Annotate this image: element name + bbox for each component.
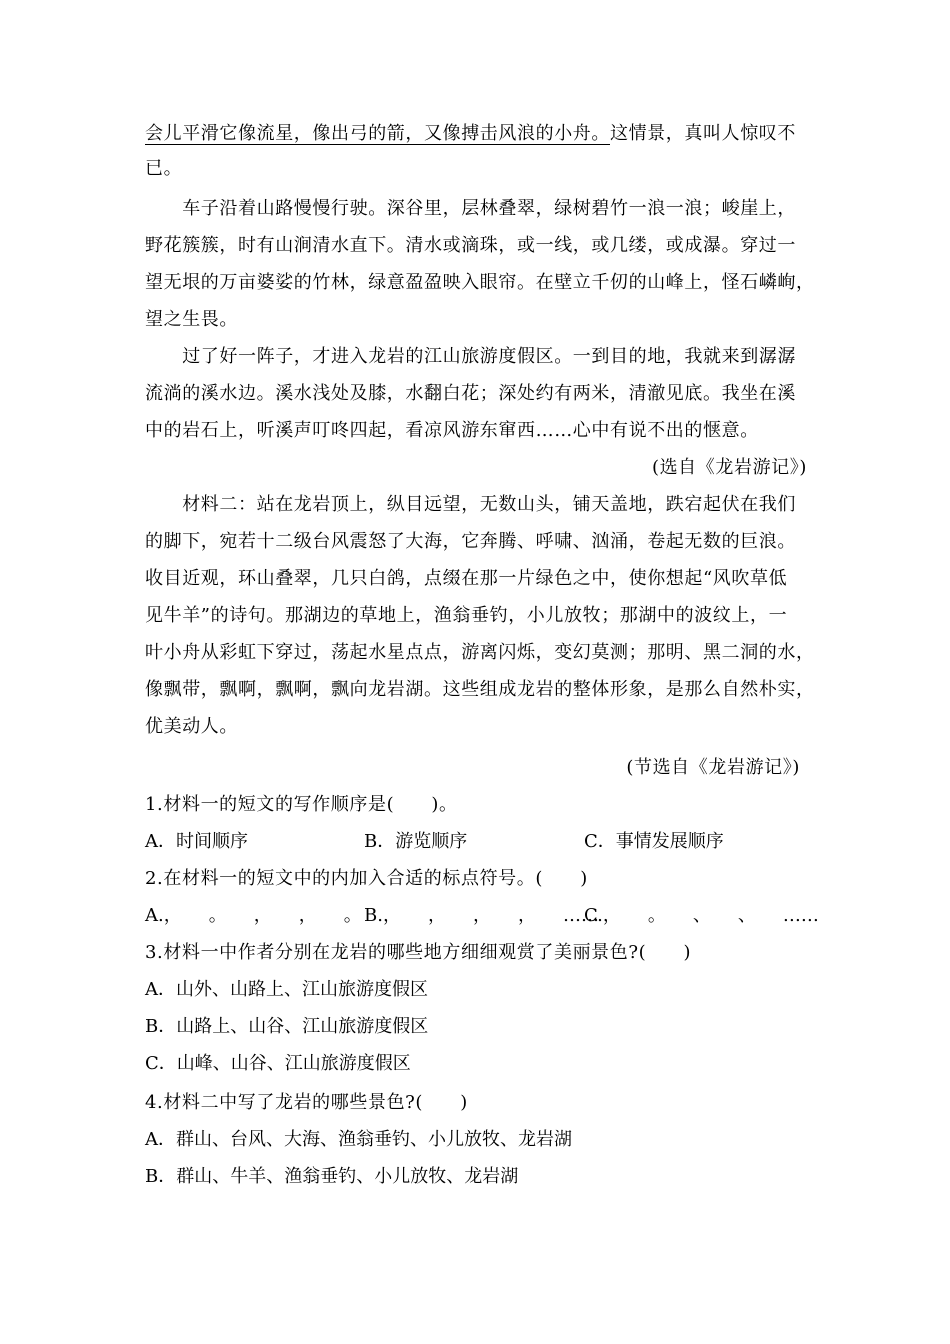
passage1-line-1 [145, 122, 796, 146]
question-2-option-b: B.， ， ， ， …… [364, 905, 599, 926]
question-1-option-a: A．时间顺序 [145, 831, 248, 852]
passage2-line-1: 材料二：站在龙岩顶上，纵目远望，无数山头，铺天盖地，跌宕起伏在我们 [145, 494, 796, 515]
question-2-option-c: C.， 。 、 、 …… [584, 905, 819, 926]
question-1-stem: 1.材料一的短文的写作顺序是( )。 [145, 794, 458, 815]
passage2-line-6: 像飘带，飘啊，飘啊，飘向龙岩湖。这些组成龙岩的整体形象，是那么自然朴实， [145, 679, 815, 700]
passage1-line-9: 中的岩石上，听溪声叮咚四起，看凉风游东窜西……心中有说不出的惬意。 [145, 420, 759, 441]
question-3-option-c: C．山峰、山谷、江山旅游度假区 [145, 1053, 411, 1074]
passage2-line-5: 叶小舟从彩虹下穿过，荡起水星点点，游离闪烁，变幻莫测；那明、黑二洞的水， [145, 642, 815, 663]
question-4-stem: 4.材料二中写了龙岩的哪些景色?( ) [145, 1092, 468, 1113]
question-4-option-b: B．群山、牛羊、渔翁垂钓、小儿放牧、龙岩湖 [145, 1166, 519, 1187]
passage1-line-7: 过了好一阵子，才进入龙岩的江山旅游度假区。一到目的地，我就来到潺潺 [145, 346, 796, 367]
question-2-option-a: A.， 。 ， ， 。 [145, 905, 362, 926]
passage2-line-7: 优美动人。 [145, 716, 238, 737]
underlined-sentence: 会儿平滑它像流星，像出弓的箭，又像搏击风浪的小舟。 [145, 123, 610, 144]
passage1-line-4: 野花簇簇，时有山涧清水直下。清水或滴珠，或一线，或几缕，或成瀑。穿过一 [145, 235, 796, 256]
question-3-option-b: B．山路上、山谷、江山旅游度假区 [145, 1016, 429, 1037]
passage1-line-1-rest: 这情景，真叫人惊叹不 [610, 123, 796, 144]
question-3-option-a: A．山外、山路上、江山旅游度假区 [145, 979, 428, 1000]
question-3-stem: 3.材料一中作者分别在龙岩的哪些地方细细观赏了美丽景色?( ) [145, 942, 692, 963]
passage2-line-3: 收目近观，环山叠翠，几只白鸽，点缀在那一片绿色之中，使你想起“风吹草低 [145, 568, 788, 589]
passage2-line-4: 见牛羊”的诗句。那湖边的草地上，渔翁垂钓，小儿放牧；那湖中的波纹上，一 [145, 605, 788, 626]
passage1-source: (选自《龙岩游记》) [651, 457, 807, 478]
passage1-line-5: 望无垠的万亩婆娑的竹林，绿意盈盈映入眼帘。在壁立千仞的山峰上，怪石嶙峋， [145, 272, 815, 293]
passage2-source: (节选自《龙岩游记》) [626, 757, 800, 778]
passage1-line-6: 望之生畏。 [145, 309, 238, 330]
passage1-line-3: 车子沿着山路慢慢行驶。深谷里，层林叠翠，绿树碧竹一浪一浪；峻崖上， [145, 198, 796, 219]
passage2-line-2: 的脚下，宛若十二级台风震怒了大海，它奔腾、呼啸、汹涌，卷起无数的巨浪。 [145, 531, 796, 552]
question-1-option-c: C．事情发展顺序 [584, 831, 724, 852]
passage1-line-8: 流淌的溪水边。溪水浅处及膝，水翻白花；深处约有两米，清澈见底。我坐在溪 [145, 383, 796, 404]
question-4-option-a: A．群山、台风、大海、渔翁垂钓、小儿放牧、龙岩湖 [145, 1129, 572, 1150]
question-2-stem: 2.在材料一的短文中的内加入合适的标点符号。( ) [145, 868, 588, 889]
passage1-line-2: 已。 [145, 158, 183, 179]
question-1-option-b: B．游览顺序 [364, 831, 468, 852]
